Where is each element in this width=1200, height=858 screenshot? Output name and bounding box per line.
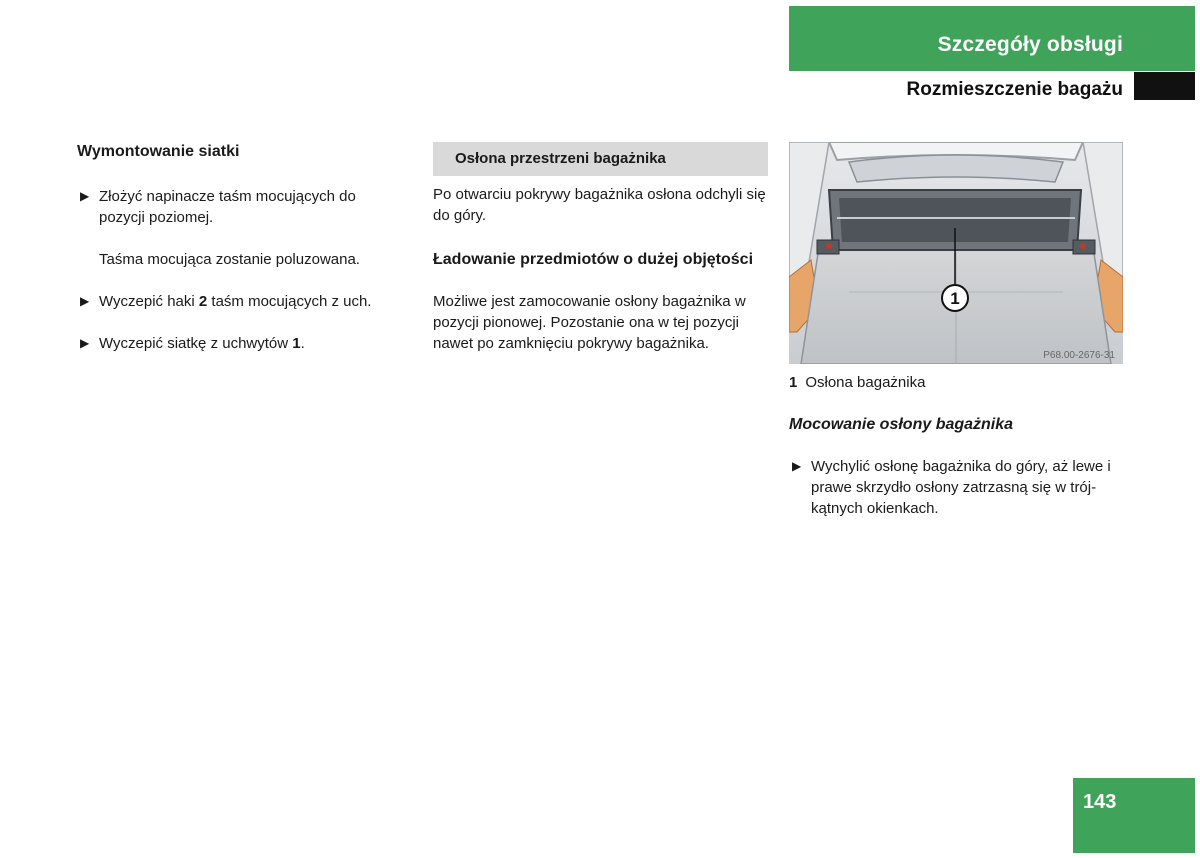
instruction-step — [77, 186, 397, 228]
left-heading: Wymontowanie siatki — [77, 143, 240, 160]
figure-callout-number: 1 — [950, 289, 960, 308]
caption-text: Osłona bagażnika — [805, 374, 926, 391]
step-text: Wyczepić siatkę z uchwytów — [99, 335, 293, 352]
section-title: Szczegóły obsługi — [937, 33, 1123, 56]
italic-heading: Mocowanie osłony bagażnika — [789, 416, 1014, 433]
caption-number: 1 — [789, 374, 798, 391]
step-text: Złożyć napinacze taśm mocujących do pozycji poziomej. — [99, 188, 356, 226]
step-ref: 2 — [198, 293, 208, 310]
arrow-right-icon: ▶ — [80, 336, 90, 350]
step-text: Wychylić osłonę bagażnika do góry, aż lewe i prawe skrzydło osłony zatrzasną się w trój-kątnych okienkach. — [811, 458, 1111, 517]
left-column — [77, 140, 397, 375]
arrow-right-icon: ▶ — [80, 189, 90, 203]
paragraph: Możliwe jest zamocowanie osłony bagażnika w pozycji pionowej. Pozostanie ona w tej pozycji nawet po zamknięciu pokrywy bagażnika. — [433, 293, 746, 352]
page-number: 143 — [1083, 791, 1117, 813]
right-column — [789, 142, 1124, 540]
subsection-header — [789, 72, 1195, 106]
trunk-illustration-svg — [789, 142, 1123, 364]
middle-column — [433, 142, 768, 376]
subsection-marker — [1134, 72, 1195, 100]
arrow-right-icon: ▶ — [792, 459, 802, 473]
subheading: Ładowanie przedmiotów o dużej objętości — [433, 251, 754, 268]
step-text: Wyczepić haki — [99, 293, 199, 310]
trunk-cover-illustration — [789, 142, 1123, 364]
instruction-step — [77, 291, 397, 312]
figure-caption — [789, 372, 1124, 393]
arrow-right-icon: ▶ — [80, 294, 90, 308]
instruction-step — [77, 333, 397, 354]
subsection-title: Rozmieszczenie bagażu — [906, 79, 1123, 100]
instruction-step — [789, 456, 1124, 519]
step-text: taśm mocujących z uch. — [207, 293, 372, 310]
page-number-box — [1073, 778, 1195, 853]
step-ref: 1 — [292, 335, 301, 352]
step-note: Taśma mocująca zostanie poluzowana. — [99, 251, 360, 268]
topic-bar: Osłona przestrzeni bagażnika — [433, 142, 768, 176]
section-header — [789, 6, 1195, 71]
paragraph: Po otwarciu pokrywy bagażnika osłona odchyli się do góry. — [433, 186, 766, 224]
step-text: . — [300, 335, 305, 352]
figure-code: P68.00-2676-31 — [1043, 350, 1115, 361]
